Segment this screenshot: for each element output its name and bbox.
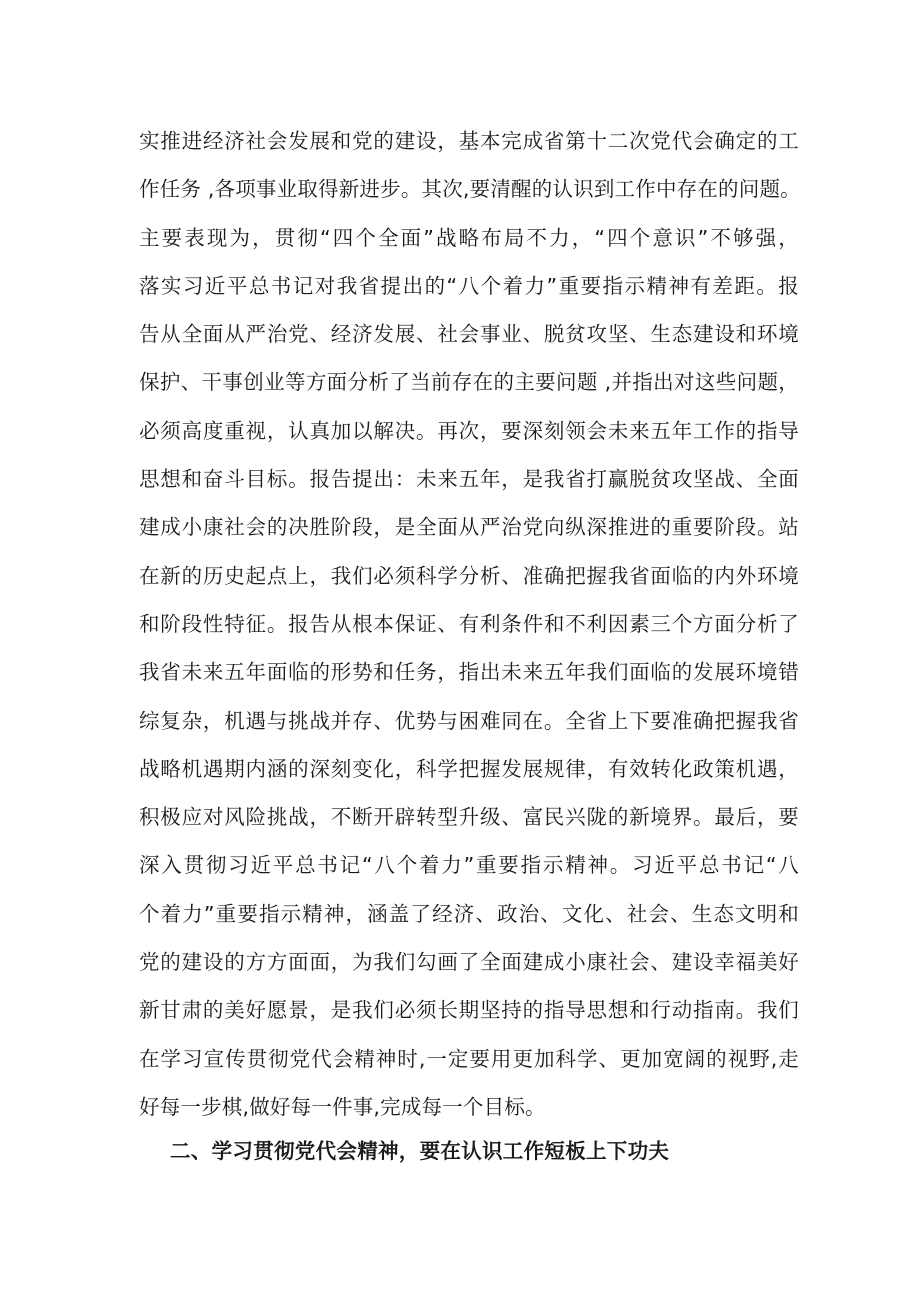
paragraph-line: 战略机遇期内涵的深刻变化，科学把握发展规律，有效转化政策机遇， <box>139 756 799 781</box>
body-paragraph <box>139 117 799 1131</box>
paragraph-line: 深入贯彻习近平总书记“八个着力”重要指示精神。习近平总书记“八 <box>139 853 799 878</box>
paragraph-line: 思想和奋斗目标。报告提出：未来五年，是我省打赢脱贫攻坚战、全面 <box>139 467 799 492</box>
paragraph-line: 告从全面从严治党、经济发展、社会事业、脱贫攻坚、生态建设和环境 <box>139 322 799 347</box>
paragraph-line: 实推进经济社会发展和党的建设，基本完成省第十二次党代会确定的工 <box>139 129 799 153</box>
paragraph-line: 我省未来五年面临的形势和任务，指出未来五年我们面临的发展环境错 <box>139 660 799 685</box>
paragraph-line: 作任务 ,各项事业取得新进步。其次,要清醒的认识到工作中存在的问题。 <box>139 177 801 202</box>
paragraph-line: 必须高度重视，认真加以解决。再次，要深刻领会未来五年工作的指导 <box>139 418 799 443</box>
paragraph-line: 综复杂，机遇与挑战并存、优势与困难同在。全省上下要准确把握我省 <box>139 708 799 733</box>
paragraph-line: 在学习宣传贯彻党代会精神时,一定要用更加科学、更加宽阔的视野,走 <box>139 1046 799 1071</box>
paragraph-line: 新甘肃的美好愿景，是我们必须长期坚持的指导思想和行动指南。我们 <box>139 998 799 1023</box>
paragraph-line: 保护、干事创业等方面分析了当前存在的主要问题 ,并指出对这些问题， <box>139 370 799 395</box>
paragraph-line: 落实习近平总书记对我省提出的“八个着力”重要指示精神有差距。报 <box>139 273 799 298</box>
paragraph-line: 积极应对风险挑战，不断开辟转型升级、富民兴陇的新境界。最后，要 <box>139 805 799 830</box>
paragraph-line: 和阶段性特征。报告从根本保证、有利条件和不利因素三个方面分析了 <box>139 611 799 636</box>
paragraph-line: 建成小康社会的决胜阶段，是全面从严治党向纵深推进的重要阶段。站 <box>139 515 799 540</box>
paragraph-line: 党的建设的方方面面，为我们勾画了全面建成小康社会、建设幸福美好 <box>139 950 799 975</box>
paragraph-line: 好每一步棋,做好每一件事,完成每一个目标。 <box>139 1094 546 1119</box>
paragraph-line: 主要表现为，贯彻“四个全面”战略布局不力，“四个意识”不够强， <box>139 225 799 250</box>
paragraph-line: 个着力”重要指示精神，涵盖了经济、政治、文化、社会、生态文明和 <box>139 901 799 926</box>
paragraph-line: 在新的历史起点上，我们必须科学分析、准确把握我省面临的内外环境 <box>139 563 799 588</box>
section-heading: 二、学习贯彻党代会精神，要在认识工作短板上下功夫 <box>170 1139 670 1163</box>
